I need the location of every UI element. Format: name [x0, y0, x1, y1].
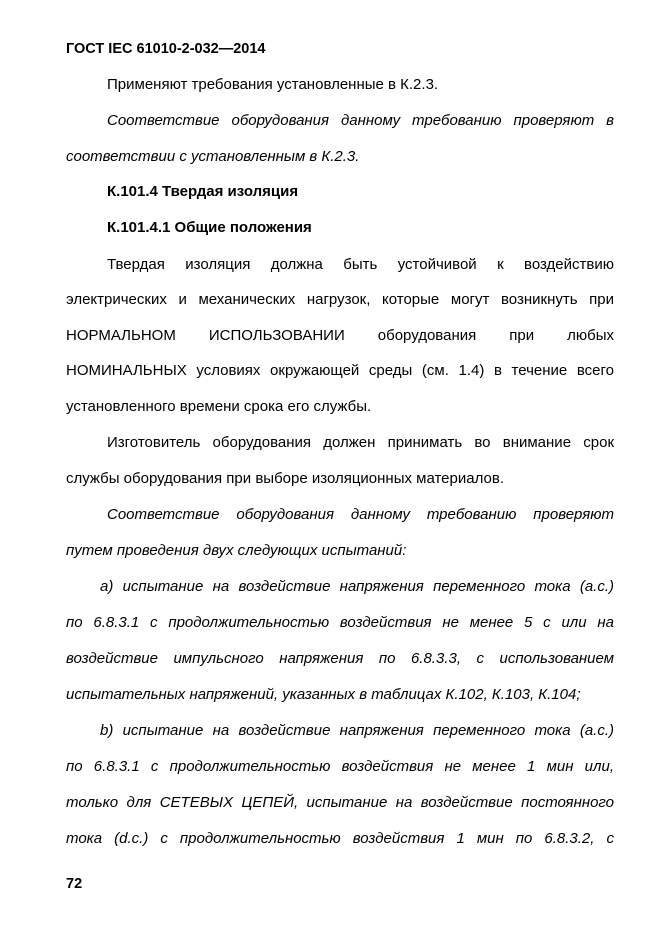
text-line: НОМИНАЛЬНЫХ условиях окружающей среды (см. 1.4) в течение всего	[66, 362, 614, 379]
text-line: Применяют требования установленные в К.2.3.	[107, 76, 439, 93]
text-line: по 6.8.3.1 с продолжительностью воздействия не менее 1 мин или,	[66, 758, 614, 775]
text-line: соответствии с установленным в К.2.3.	[66, 148, 360, 165]
text-line: воздействие импульсного напряжения по 6.8.3.3, с использованием	[66, 650, 614, 667]
text-line: Твердая изоляция должна быть устойчивой к воздействию	[107, 256, 614, 273]
subsection-heading: К.101.4.1 Общие положения	[107, 219, 312, 236]
text-line: путем проведения двух следующих испытаний:	[66, 542, 407, 559]
document-header: ГОСТ IEC 61010-2-032—2014	[66, 41, 266, 57]
text-line: Соответствие оборудования данному требованию проверяют	[107, 506, 614, 523]
list-item-b: b) испытание на воздействие напряжения переменного тока (a.c.)	[100, 722, 614, 739]
text-line: испытательных напряжений, указанных в таблицах К.102, К.103, К.104;	[66, 686, 581, 703]
text-line: Соответствие оборудования данному требованию проверяют в	[107, 112, 614, 129]
text-line: установленного времени срока его службы.	[66, 398, 372, 415]
text-line: по 6.8.3.1 с продолжительностью воздействия не менее 5 с или на	[66, 614, 614, 631]
page-number: 72	[66, 876, 83, 892]
text-line: только для СЕТЕВЫХ ЦЕПЕЙ, испытание на воздействие постоянного	[66, 794, 614, 811]
text-line: службы оборудования при выборе изоляционных материалов.	[66, 470, 504, 487]
text-line: НОРМАЛЬНОМ ИСПОЛЬЗОВАНИИ оборудования при любых	[66, 327, 614, 344]
text-line: Изготовитель оборудования должен принимать во внимание срок	[107, 434, 614, 451]
text-line: тока (d.c.) с продолжительностью воздействия 1 мин по 6.8.3.2, с	[66, 830, 614, 847]
section-heading: К.101.4 Твердая изоляция	[107, 183, 299, 200]
list-item-a: a) испытание на воздействие напряжения переменного тока (a.c.)	[100, 578, 614, 595]
text-line: электрических и механических нагрузок, которые могут возникнуть при	[66, 291, 614, 308]
